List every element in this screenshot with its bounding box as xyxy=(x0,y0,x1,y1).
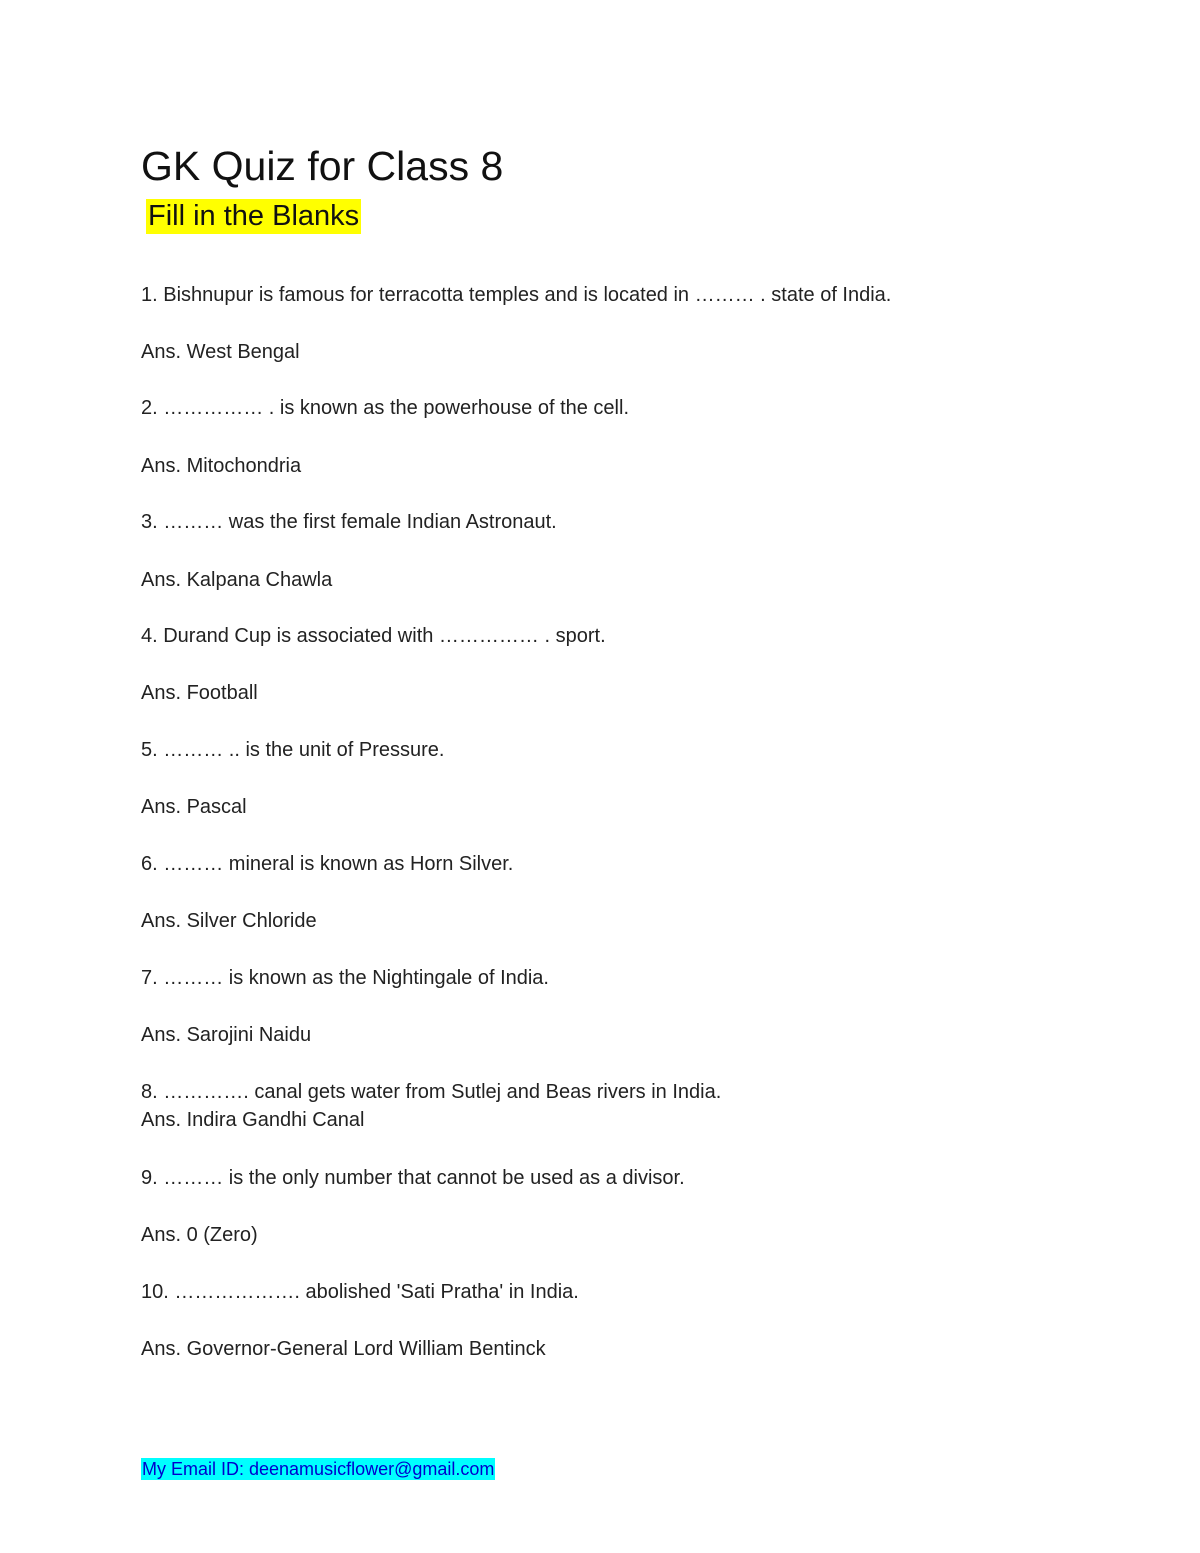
answer-8: Ans. Indira Gandhi Canal xyxy=(141,1109,365,1131)
question-5: 5. ……… .. is the unit of Pressure. xyxy=(141,739,445,761)
answer-1: Ans. West Bengal xyxy=(141,341,300,363)
answer-7: Ans. Sarojini Naidu xyxy=(141,1024,312,1046)
page-subtitle: Fill in the Blanks xyxy=(148,200,360,232)
question-2: 2. …………… . is known as the powerhouse of the cell. xyxy=(141,397,629,419)
question-9: 9. ……… is the only number that cannot be used as a divisor. xyxy=(141,1167,685,1189)
question-3: 3. ……… was the first female Indian Astronaut. xyxy=(141,511,557,533)
question-6: 6. ……… mineral is known as Horn Silver. xyxy=(141,853,514,875)
answer-10: Ans. Governor-General Lord William Bentinck xyxy=(141,1338,546,1360)
answer-9: Ans. 0 (Zero) xyxy=(141,1224,258,1246)
answer-4: Ans. Football xyxy=(141,682,258,704)
question-4: 4. Durand Cup is associated with …………… . sport. xyxy=(141,625,606,647)
answer-2: Ans. Mitochondria xyxy=(141,455,302,477)
question-7: 7. ……… is known as the Nightingale of India. xyxy=(141,967,549,989)
question-1: 1. Bishnupur is famous for terracotta temples and is located in ……… . state of India. xyxy=(141,284,892,306)
question-10: 10. ………………. abolished 'Sati Pratha' in India. xyxy=(141,1281,579,1303)
page-title: GK Quiz for Class 8 xyxy=(141,143,504,189)
footer-email: My Email ID: deenamusicflower@gmail.com xyxy=(142,1459,495,1479)
answer-6: Ans. Silver Chloride xyxy=(141,910,317,932)
answer-5: Ans. Pascal xyxy=(141,796,247,818)
question-8: 8. …………. canal gets water from Sutlej and Beas rivers in India. xyxy=(141,1081,722,1103)
answer-3: Ans. Kalpana Chawla xyxy=(141,569,333,591)
